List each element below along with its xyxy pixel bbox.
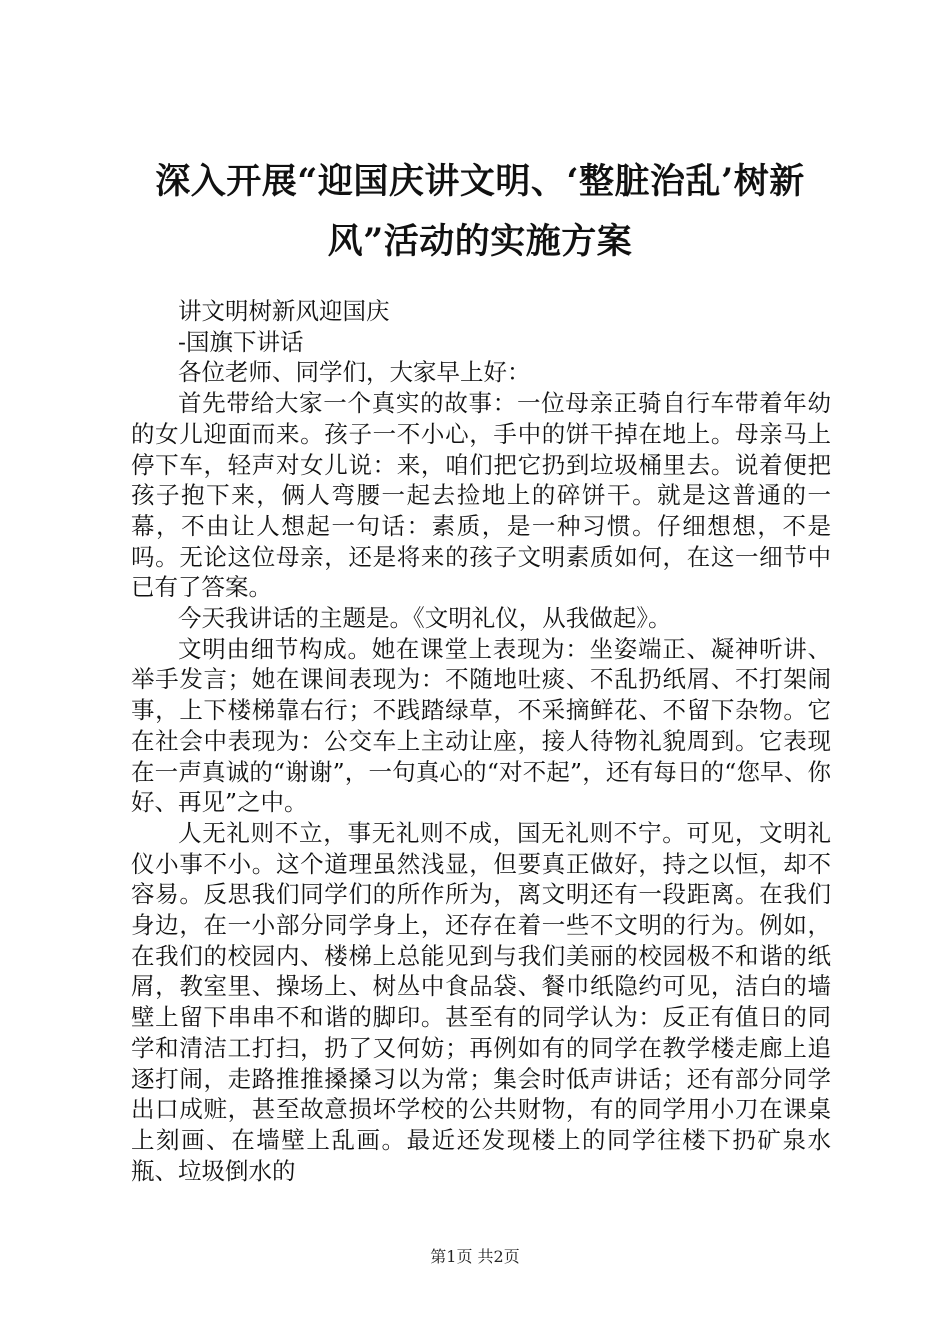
paragraph-reflection: 人无礼则不立，事无礼则不成，国无礼则不宁。可见，文明礼仪小事不小。这个道理虽然浅显，但要真正做好，持之以恒，却不容易。反思我们同学们的所作所为，离文明还有一段距离。在我们身边，在一小部分同学身上，还存在着一些不文明的行为。例如，在我们的校园内、楼梯上总能见到与我们美丽的校园极不和谐的纸屑，教室里、操场上、树丛中食品袋、餐巾纸隐约可见，洁白的墙壁上留下串串不和谐的脚印。甚至有的同学认为：反正有值日的同学和清洁工打扫，扔了又何妨；再例如有的同学在教学楼走廊上追逐打闹，走路推推搡搡习以为常；集会时低声讲话；还有部分同学出口成赃，甚至故意损坏学校的公共财物，有的同学用小刀在课桌上刻画、在墙壁上乱画。最近还发现楼上的同学往楼下扔矿泉水瓶、垃圾倒水的 — [131, 818, 831, 1185]
title-line-2: 风”活动的实施方案 — [327, 221, 633, 262]
paragraph-civility-details: 文明由细节构成。她在课堂上表现为：坐姿端正、凝神听讲、举手发言；她在课间表现为：不随地吐痰、不乱扔纸屑、不打架闹事，上下楼梯靠右行；不践踏绿草，不采摘鲜花、不留下杂物。它在社会中表现为：公交车上主动让座，接人待物礼貌周到。它表现在一声真诚的“谢谢”，一句真心的“对不起”，还有每日的“您早、你好、再见”之中。 — [131, 634, 831, 817]
paragraph-subtitle: 讲文明树新风迎国庆 — [178, 297, 390, 325]
paragraph-story: 首先带给大家一个真实的故事：一位母亲正骑自行车带着年幼的女儿迎面而来。孩子一不小心，手中的饼干掉在地上。母亲马上停下车，轻声对女儿说：来，咱们把它扔到垃圾桶里去。说着便把孩子抱下来，俩人弯腰一起去捡地上的碎饼干。就是这普通的一幕，不由让人想起一句话：素质，是一种习惯。仔细想想，不是吗。无论这位母亲，还是将来的孩子文明素质如何，在这一细节中已有了答案。 — [131, 389, 831, 602]
document-body — [131, 296, 831, 1186]
title-line-1: 深入开展“迎国庆讲文明、‘整脏治乱’树新 — [155, 161, 805, 202]
page-footer: 第1页 共2页 — [430, 1247, 520, 1266]
paragraph-topic: 今天我讲话的主题是。《文明礼仪，从我做起》。 — [178, 604, 672, 633]
document-title — [110, 152, 850, 272]
paragraph-greeting: 各位老师、同学们，大家早上好： — [178, 358, 531, 387]
paragraph-speech-type: -国旗下讲话 — [178, 327, 304, 356]
